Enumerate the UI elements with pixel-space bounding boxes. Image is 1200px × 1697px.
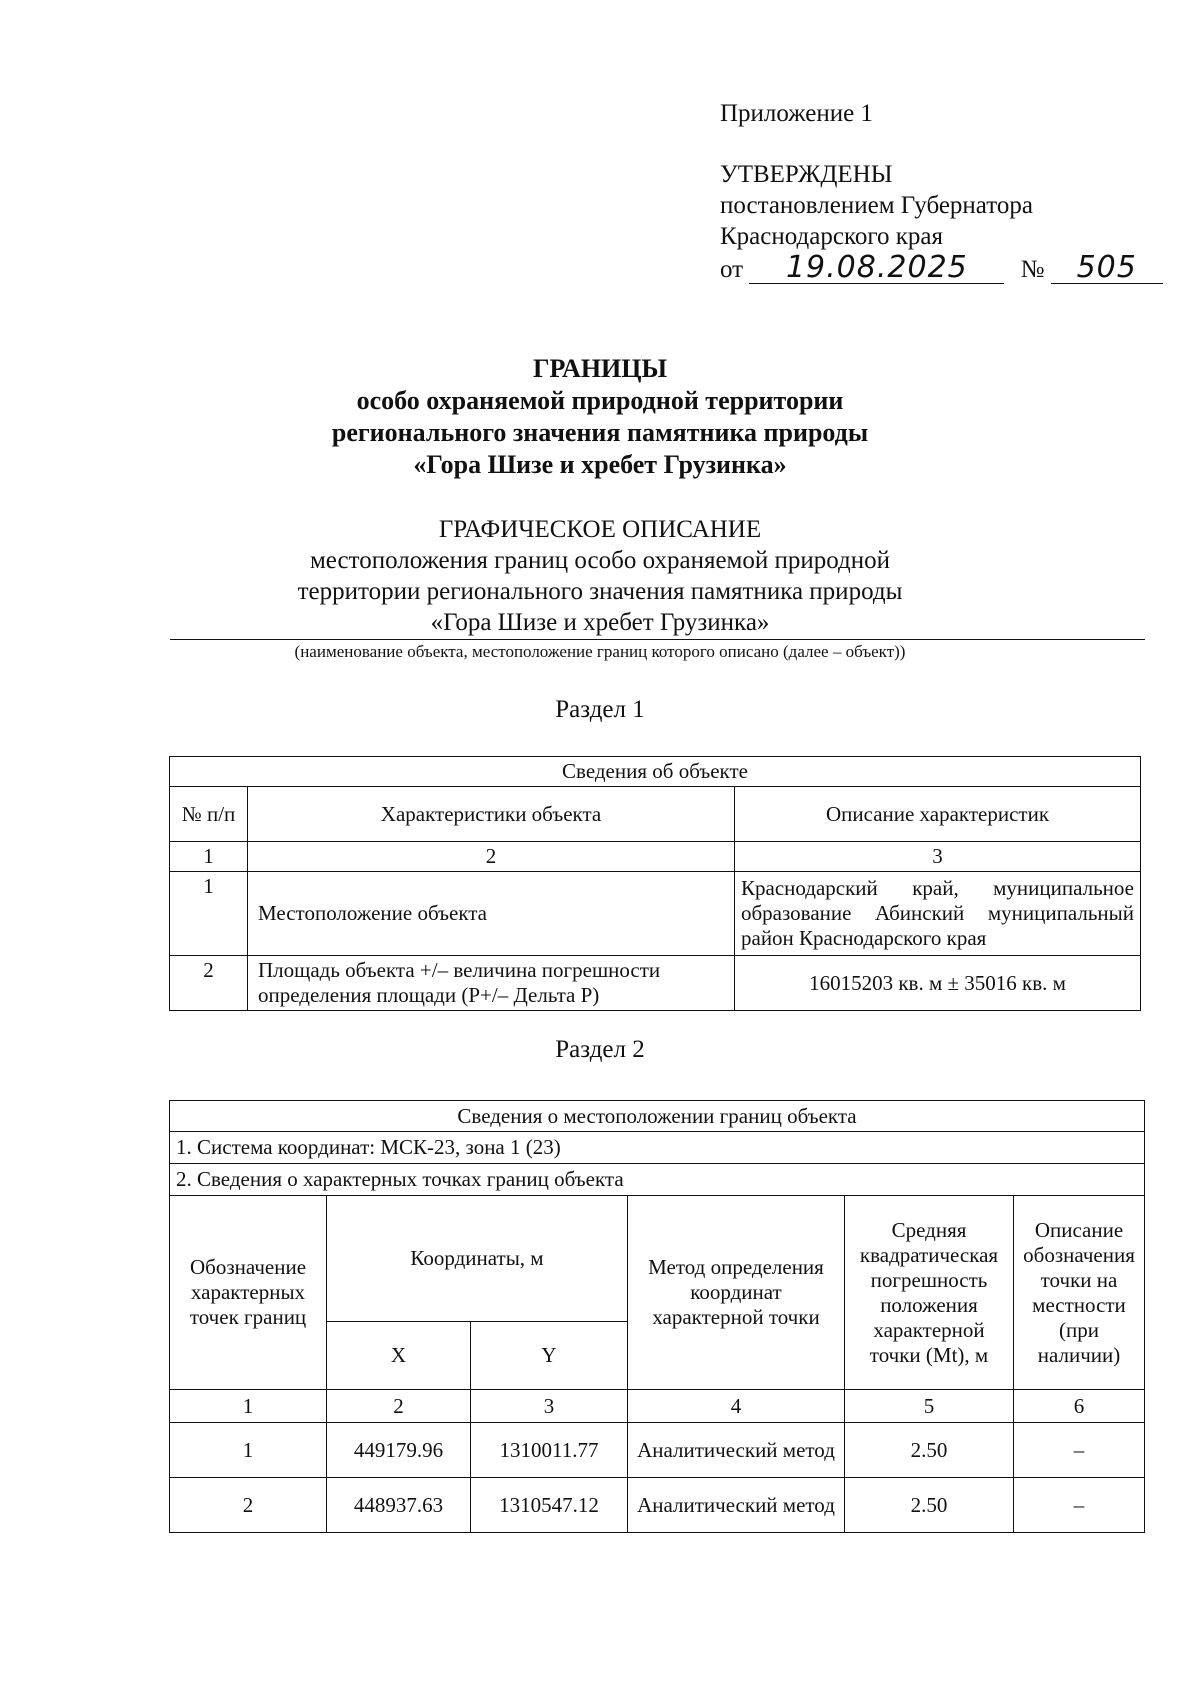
column-number: 5 [845,1390,1014,1423]
graphic-description [0,514,1200,638]
header-error: Средняя квадратическая погрешность положения характерной точки (Mt), м [845,1196,1014,1390]
object-name-rule [170,639,1145,640]
point-description: – [1014,1478,1145,1533]
point-id: 1 [170,1423,327,1478]
graphic-line-2: местоположения границ особо охраняемой природной [309,547,891,574]
column-number: 3 [735,842,1141,872]
approval-line-2: Краснодарского края [720,223,943,250]
column-number: 2 [327,1390,471,1423]
header-method: Метод определения координат характерной точки [628,1196,845,1390]
title-line-3: регионального значения памятника природы [331,418,869,447]
section-1-heading: Раздел 1 [555,696,645,723]
number-prefix: № [1020,256,1045,283]
points-info-title: 2. Сведения о характерных точках границ объекта [170,1164,1145,1196]
point-error: 2.50 [845,1423,1014,1478]
boundary-points-table [169,1100,1145,1533]
graphic-line-4: «Гора Шизе и хребет Грузинка» [430,609,770,636]
row-value: Краснодарский край, муниципальное образование Абинский муниципальный район Краснодарского края [735,872,1141,956]
point-x: 449179.96 [327,1423,471,1478]
appendix-label: Приложение 1 [720,100,873,127]
date-number-row [720,252,1160,286]
table-row [170,1478,1145,1533]
graphic-line-1: ГРАФИЧЕСКОЕ ОПИСАНИЕ [438,516,762,543]
header-coordinates: Координаты, м [327,1196,628,1322]
header-characteristics: Характеристики объекта [248,787,735,842]
object-info-title: Сведения об объекте [170,757,1141,787]
approval-line-1: постановлением Губернатора [720,192,1033,219]
point-id: 2 [170,1478,327,1533]
column-number: 1 [170,842,248,872]
boundary-info-title: Сведения о местоположении границ объекта [170,1101,1145,1132]
point-method: Аналитический метод [628,1478,845,1533]
column-number: 1 [170,1390,327,1423]
decree-number: 505 [1051,252,1163,284]
decree-date: 19.08.2025 [749,252,1004,284]
point-x: 448937.63 [327,1478,471,1533]
point-description: – [1014,1423,1145,1478]
column-number: 6 [1014,1390,1145,1423]
approval-block [720,98,1160,286]
column-number: 2 [248,842,735,872]
section-2-heading: Раздел 2 [555,1036,645,1063]
header-x: X [327,1322,471,1390]
point-error: 2.50 [845,1478,1014,1533]
column-number: 3 [471,1390,628,1423]
header-number: № п/п [170,787,248,842]
column-number: 4 [628,1390,845,1423]
point-method: Аналитический метод [628,1423,845,1478]
table-row [170,956,1141,1011]
object-name-note: (наименование объекта, местоположение границ которого описано (далее – объект)) [294,642,906,661]
header-point-description: Описание обозначения точки на местности (при наличии) [1014,1196,1145,1390]
header-designation: Обозначение характерных точек границ [170,1196,327,1390]
date-prefix: от [720,256,744,283]
title-line-1: ГРАНИЦЫ [532,354,668,383]
table-row [170,1423,1145,1478]
document-title [0,353,1200,481]
header-y: Y [471,1322,628,1390]
row-characteristic: Местоположение объекта [248,872,735,956]
point-y: 1310547.12 [471,1478,628,1533]
title-line-4: «Гора Шизе и хребет Грузинка» [413,450,787,479]
point-y: 1310011.77 [471,1423,628,1478]
row-number: 1 [170,872,248,956]
header-description: Описание характеристик [735,787,1141,842]
table-row [170,872,1141,956]
approved-label: УТВЕРЖДЕНЫ [720,161,893,188]
row-characteristic: Площадь объекта +/– величина погрешности определения площади (P+/– Дельта P) [248,956,735,1011]
object-info-table [169,756,1141,1011]
row-value: 16015203 кв. м ± 35016 кв. м [735,956,1141,1011]
row-number: 2 [170,956,248,1011]
coordinate-system: 1. Система координат: МСК-23, зона 1 (23) [170,1132,1145,1164]
graphic-line-3: территории регионального значения памятника природы [297,578,903,605]
title-line-2: особо охраняемой природной территории [356,386,844,415]
